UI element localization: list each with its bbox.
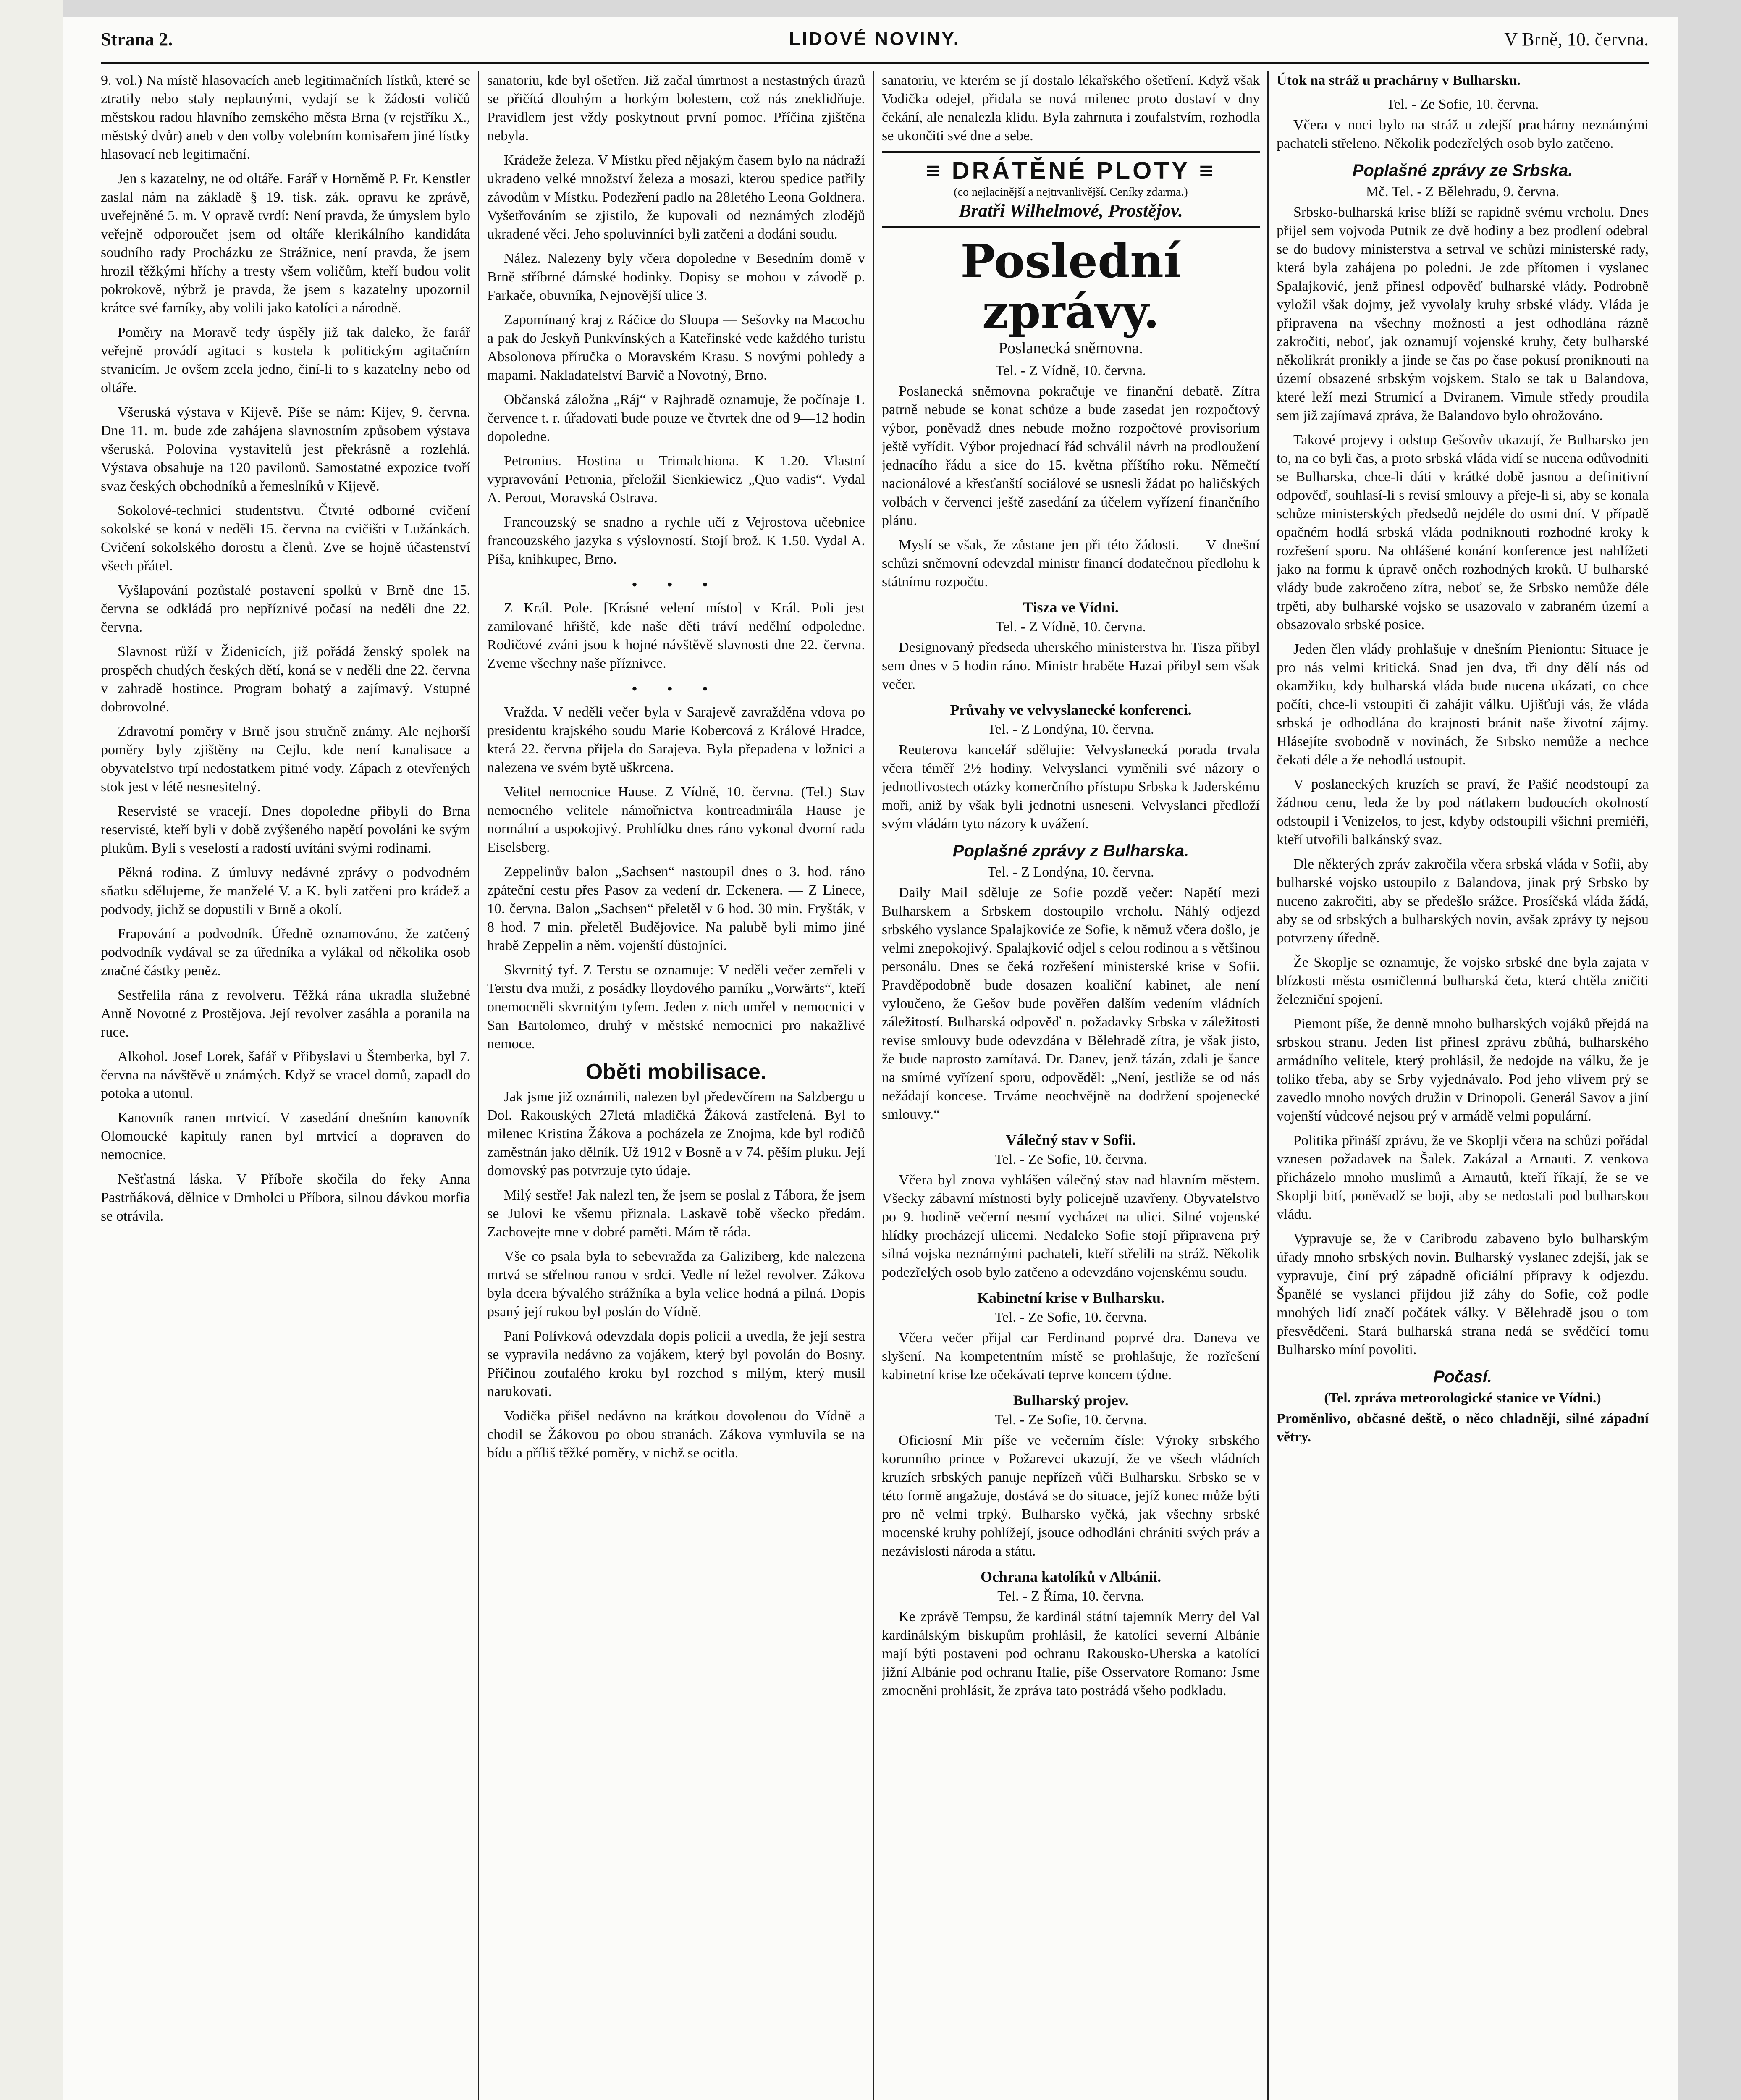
article-heading: Kabinetní krise v Bulharsku. <box>977 1289 1165 1306</box>
article-heading: Průvahy ve velvyslanecké konferenci. <box>950 701 1192 718</box>
article-paragraph: Vypravuje se, že v Caribrodu zabaveno bylo bulharským úřady mnoho srbských novin. Bulharský vyslanec zdejší, jak se vypravuje, činí prý západně oficiální přípravy k odjezdu. Španělé se vyslanci přijdou již záhy do Sofie, což podle mnohých lidí značí počátek války. V Bělehradě jsou o tom přesvědčeni. Stará bulharská strana nedá se svědčící tomu Bulharsko míní povoliti. <box>1277 1231 1649 1357</box>
article-paragraph: Dle některých zpráv zakročila včera srbská vláda v Sofii, aby bulharské vojsko ustoupilo z Balandova, jinak prý Srbsko by nuceno zakročiti, aby se předešlo srážce. Prosíčská vláda žádá, aby se od srbských a bulharských novin, avšak zprávy ty nejsou potvrzeny úředně. <box>1277 856 1649 946</box>
advertisement-box <box>882 151 1260 228</box>
dateline: Tel. - Ze Sofie, 10. června. <box>1386 97 1539 112</box>
column-rule <box>1267 71 1269 2100</box>
article-paragraph: Skvrnitý tyf. Z Terstu se oznamuje: V neděli večer zemřeli v Terstu dva muži, z posádky lloydového parníku „Vorwärts“, kteří onemocněli skvrnitým tyfem. Jeden z nich umřel v nemocnici v San Bartolomeo, druhý v městské nemocnici pro nakažlivé nemoce. <box>487 962 865 1052</box>
article-heading: Ochrana katolíků v Albánii. <box>980 1568 1162 1585</box>
article-paragraph: Kanovník ranen mrtvicí. V zasedání dnešním kanovník Olomoucké kapituly ranen byl mrtvicí a dopraven do nemocnice. <box>101 1110 470 1163</box>
advertisement-firm: Bratři Wilhelmové, Prostějov. <box>959 200 1183 221</box>
article-paragraph: Jeden člen vlády prohlašuje v dnešním Pieniontu: Situace je pro nás velmi kritická. Snad jen dva, tři dny dělí nás od okamžiku, kdy bulharská vláda bude nucena ukázati, co chce počíti, chce-li vstoupiti či zahájit válku. Ujišťuji vás, že vláda srbská je odhodlána do krajnosti bránit naše životní zájmy. Hlásejíte svobodně v novinách, že Srbsko nemůže a nechce čekati déle a že nehodlá ustoupit. <box>1277 641 1649 768</box>
article-heading: Tisza ve Vídni. <box>1023 599 1119 616</box>
article-paragraph: Designovaný předseda uherského ministerstva hr. Tisza přibyl sem dnes v 5 hodin ráno. Ministr hraběte Hazai přibyl sem však večer. <box>882 640 1260 692</box>
dateline: Mč. Tel. - Z Bělehradu, 9. června. <box>1366 184 1560 200</box>
article-heading: Bulharský projev. <box>1013 1392 1129 1409</box>
article-paragraph: Jak jsme již oznámili, nalezen byl předevčírem na Salzbergu u Dol. Rakouských 27letá mladičká Žáková zastřelená. Byl to milenec Kristina Žákova a pocházela ze Znojma, kde byl rodičů zaměstnán jako dělník. Už 1912 v Bosně a v 74. pěším pluku. Její domovský pas potvrzuje tyto údaje. <box>487 1089 865 1179</box>
article-paragraph: Včera byl znova vyhlášen válečný stav nad hlavním městem. Všecky zábavní místnosti byly policejně uzavřeny. Obyvatelstvo po 9. hodině večerní nesmí vycházet na ulici. Silné vojenské hlídky procházejí ulicemi. Nedaleko Sofie stojí připravena prý silná vojska neznámými pachateli, kteří střelili na stráž. Několik podezřelých osob bylo zatčeno a odevzdáno vojenskému soudu. <box>882 1172 1260 1280</box>
weather-forecast: Proměnlivo, občasné deště, o něco chladněji, silné západní větry. <box>1277 1411 1649 1445</box>
article-paragraph: Piemont píše, že denně mnoho bulharských vojáků přejdá na srbskou stranu. Jeden list přinesl zprávu zbůhá, bulharského armádního velitele, který prohlásil, že nedojde na válku, že je toliko třeba, aby se Srby vyjednávalo. Pod jeho vlivem prý se zavedlo mnoho nových družin v Drinopoli. Generál Savov a jiní vojenští vůdcové nejsou prý v armádě velmi populární. <box>1277 1016 1649 1124</box>
scan-margin <box>0 0 63 2100</box>
advertisement-title: ≡ DRÁTĚNÉ PLOTY ≡ <box>926 157 1216 184</box>
article-paragraph: Nešťastná láska. V Příboře skočila do řeky Anna Pastrňáková, dělnice v Drnholci u Příbora, silnou dávkou morfia se otrávila. <box>101 1171 470 1224</box>
article-paragraph: Alkohol. Josef Lorek, šafář v Přibyslavi u Šternberka, byl 7. června na návštěvě u známých. Když se vracel domů, zapadl do potoka a utonul. <box>101 1049 470 1101</box>
article-paragraph: Reuterova kancelář sdělujie: Velvyslanecká porada trvala včera téměř 2½ hodiny. Velvyslanci vyměnili své názory o jednotlivostech otázky komerčního přístupu Srbska k Jaderskému moři, aniž by však byli jednotni usneseni. Velvyslanci předloží svým vládám tyto názory k uvážení. <box>882 742 1260 832</box>
article-paragraph: Že Skoplje se oznamuje, že vojsko srbské dne byla zajata v blízkosti města osmičlenná bulharská četa, která chtěla zničiti železniční spojení. <box>1277 955 1649 1007</box>
section-title: Poslední zprávy. <box>960 234 1181 339</box>
dateline: Tel. - Ze Sofie, 10. června. <box>994 1310 1147 1325</box>
page-label: Strana 2. <box>101 29 173 50</box>
article-paragraph: Poměry na Moravě tedy úspěly již tak daleko, že farář veřejně provádí agitaci s kostela k politickým agitačním stvanicím. Je ovšem zcela jedno, činí-li to s kazatelny nebo od oltáře. <box>101 325 470 396</box>
article-paragraph: Vražda. V neděli večer byla v Sarajevě zavražděna vdova po presidentu krajského soudu Marie Kobercová z Králové Hradce, která 22. června přijela do Sarajeva. Byla přepadena v ložnici a nalezena ve svém bytě uškrcena. <box>487 704 865 775</box>
article-paragraph: Sokolové-technici studentstvu. Čtvrté odborné cvičení sokolské se koná v neděli 15. června na cvičišti v Lužánkách. Cvičení sokolského dorostu a členů. Zve se hojně účastenství všech přátel. <box>101 503 470 574</box>
newspaper-page <box>63 17 1678 2100</box>
article-paragraph: Včera v noci bylo na stráž u zdejší prachárny neznámými pachateli střeleno. Několik podezřelých osob bylo zatčeno. <box>1277 117 1649 151</box>
article-heading: Poplašné zprávy z Bulharska. <box>952 842 1189 860</box>
article-paragraph: Poslanecká sněmovna pokračuje ve finanční debatě. Zítra patrně nebude se konat schůze a bude zasedat jen rozpočtový výbor, poněvadž dnes nebude možno rozpočtové provisorium ještě vyřídit. Výbor projednací řád schválil návrh na prodloužení jednacího řádu a sice do 15. května příštího roku. Němečtí nacionálové a křesťanští sociálové se usnesli žádat po haličských volbách v červenci ještě zasedání za účelem vyřízení finančního plánu. <box>882 383 1260 528</box>
column-3 <box>882 71 1260 2100</box>
article-paragraph: Politika přináší zprávu, že ve Skoplji včera na schůzi pořádal vznesen požadavek na Šalek. Zakázal a Arnauti. Z venkova přicházelo mnoho muslimů a Arnautů, kteří říkají, že se ve Skoplji bití, poněvadž se boji, aby se nedostali pod bulharskou vládu. <box>1277 1133 1649 1222</box>
section-separator: • • • <box>631 575 721 594</box>
dateline: Tel. - Ze Sofie, 10. června. <box>994 1412 1147 1428</box>
newspaper-title: LIDOVÉ NOVINY. <box>789 29 961 49</box>
article-paragraph: Zapomínaný kraj z Ráčice do Sloupa — Sešovky na Macochu a pak do Jeskyň Punkvínských a Kateřinské vede každého turistu Absolonova příručka o Moravském Krasu. S novými pohledy a mapami. Nakladatelství Barvič a Novotný, Brno. <box>487 312 865 383</box>
article-paragraph: Krádeže železa. V Místku před nějakým časem bylo na nádraží ukradeno velké množství železa a mosazi, kterou spedice patřily závodům v Místku. Podezření padlo na 28letého Leona Goldnera. Vyšetřováním se zjistilo, že kupovali od neznámých zlodějů ukradené věci. Jeho spoluvinníci byli zatčeni a dodáni soudu. <box>487 152 865 242</box>
article-paragraph: Petronius. Hostina u Trimalchiona. K 1.20. Vlastní vypravování Petronia, přeložil Sienkiewicz „Quo vadis“. Vydal A. Perout, Moravská Ostrava. <box>487 453 865 506</box>
article-paragraph: Z Král. Pole. [Krásné velení místo] v Král. Poli jest zamilované hřiště, kde naše děti tráví nedělní odpoledne. Rodičové zváni jsou k hojné návštěvě slavnosti dne 22. června. Zveme všechny naše příznivce. <box>487 600 865 671</box>
article-heading: Válečný stav v Sofii. <box>1006 1131 1136 1148</box>
article-paragraph: V poslaneckých kruzích se praví, že Pašić neodstoupí za žádnou cenu, leda že by pod nátlakem budoucích okolností odstoupil i Venizelos, to jest, kdyby odstoupili všichni premiéři, kteří utvořili balkánský svaz. <box>1277 777 1649 848</box>
article-paragraph: Velitel nemocnice Hause. Z Vídně, 10. června. (Tel.) Stav nemocného velitele námořnictva kontreadmirála Hause je normální a uspokojivý. Prohlídku dnes ráno vykonal dvorní rada Eiselsberg. <box>487 784 865 855</box>
weather-source: (Tel. zpráva meteorologické stanice ve Vídni.) <box>1324 1390 1601 1406</box>
article-paragraph: Myslí se však, že zůstane jen při této žádosti. — V dnešní schůzi sněmovní odevzdal ministr financí dodatečnou předlohu k státnímu rozpočtu. <box>882 537 1260 590</box>
article-paragraph: Srbsko-bulharská krise blíží se rapidně svému vrcholu. Dnes přijel sem vojvoda Putnik ze dvě hodiny a bez prodlení odebral se do budovy ministerstva a setrval ve schůzi ministerské rady, která byla zahájena po poledni. Je zde přítomen i vyslanec Spalajković, jenž přinesl odpověď bulharské vlády. Podrobně vyložil však dojmy, jež vyvolaly kruhy srbské vlády. Vláda je připravena na všechny možnosti a jest odhodlána rázně zakročiti, neboť, jak oznamují vojenské kruhy, čety bulharské několikrát pronikly a jinde se čas po čase pokusí proniknouti na území obsazené srbským vojskem. Stalo se tak u Balandova, které leží mezi Strumicí a Dviranem. Vimule středy proudila sem již zajímavá zpráva, že Balandovo bylo ohrožováno. <box>1277 205 1649 423</box>
dateline: Tel. - Z Vídně, 10. června. <box>995 363 1146 378</box>
column-2 <box>487 71 865 2100</box>
article-paragraph: Frapování a podvodník. Úředně oznamováno, že zatčený podvodník vydával se za úředníka a vylákal od několika osob značné částky peněz. <box>101 926 470 979</box>
article-paragraph: Pěkná rodina. Z úmluvy nedávné zprávy o podvodném sňatku sdělujeme, že manželé V. a K. byli zatčeni pro krádež a podvody, jichž se dopustili v Brně a okolí. <box>101 865 470 917</box>
article-paragraph: Takové projevy i odstup Gešovův ukazují, že Bulharsko jen to, na co byli čas, a proto srbská vláda vidí se nucena odůvodniti se Bulharska, chce-li dáti v krátké době jasnou a definitivní odpověď, souhlasí-li s revisí smlouvy a přeje-li si, aby se konala schůze ministerských předsedů nejdéle do osmi dní. V případě opačném hodlá srbská vláda podniknouti rozhodné kroky k rozřešení sporu. Na ohlášené konání konference jest nahlížeti jako na formu k úpravě oněch rozhodných kroků. U bulharské vlády bude zakročeno zítra, neboť se, že Srbsko nemůže déle trpěti, aby bulharské vojsko se usazovalo v zabraném území a obsazovalo srbské posice. <box>1277 432 1649 633</box>
article-paragraph: Oficiosní Mir píše ve večerním čísle: Výroky srbského korunního prince v Požarevci ukazují, že ve všech vládních kruzích srbských panuje nepřízeň vůči Bulharsku. Srbsko se v této formě angažuje, dostává se do situace, jejíž konec může býti pro ně velmi trpký. Bulharsko vyčká, jak všechny srbské mocenské kruhy pohlížejí, jsouce odhodláni chrániti svých práv a nezávislosti národa a státu. <box>882 1433 1260 1559</box>
article-paragraph: Zdravotní poměry v Brně jsou stručně známy. Ale nejhorší poměry byly zjištěny na Cejlu, kde není kanalisace a obyvatelstvo trpí nedostatkem pitné vody. Zápach z otevřených stok jest v létě nesnesitelný. <box>101 724 470 795</box>
article-paragraph: Jen s kazatelny, ne od oltáře. Farář v Horněmě P. Fr. Kenstler zaslal nám na základě § 19. tisk. zák. opravu ke zprávě, uveřejněné 5. m. V opravě tvrdí: Není pravda, že úmyslem bylo veřejně odporoučet jsem od oltáře klerikálního kandidáta soudního rady Procházku ze Strážnice, není pravda, že jsem hrozil těžkými hříchy a tresty všem voličům, kteří budou volit pokrokově, nýbrž je pravda, že jsem s kazatelny upozornil krátce své farníky, aby volili jako katolíci a národně. <box>101 171 470 316</box>
article-heading: Poplašné zprávy ze Srbska. <box>1352 161 1573 180</box>
article-paragraph: Reservisté se vracejí. Dnes dopoledne přibyli do Brna reservisté, kteří byli v době zvýšeného napětí povoláni ke svým plukům. Byli s veselostí a radostí uvítáni svými rodinami. <box>101 803 470 856</box>
article-paragraph: Sestřelila rána z revolveru. Těžká rána ukradla služebné Anně Novotné z Prostějova. Její revolver zasáhla a poranila na ruce. <box>101 987 470 1040</box>
article-paragraph: Včera večer přijal car Ferdinand poprvé dra. Daneva ve slyšení. Na kompetentním místě se prohlašuje, že rozřešení kabinetní krise lze očekávati teprve koncem týdne. <box>882 1330 1260 1383</box>
dateline: Tel. - Z Londýna, 10. června. <box>987 864 1154 880</box>
article-paragraph: Francouzský se snadno a rychle učí z Vejrostova učebnice francouzského jazyka s výslovností. Stojí brož. K 1.50. Vydal A. Píša, knihkupec, Brno. <box>487 514 865 567</box>
article-paragraph: Občanská záložna „Ráj“ v Rajhradě oznamuje, že počínaje 1. července t. r. úřadovati bude pouze ve čtvrtek dne od 9—12 hodin dopoledne. <box>487 392 865 444</box>
dateline: Tel. - Z Říma, 10. června. <box>997 1588 1144 1604</box>
article-paragraph: Vodička přišel nedávno na krátkou dovolenou do Vídně a chodil se Žákovou po obou stranách. Zákova vymluvila se na bídu a příliš těžké poměry, v nichž se ocitla. <box>487 1408 865 1461</box>
article-paragraph: Slavnost růží v Židenicích, již pořádá ženský spolek na prospěch chudých českých dětí, koná se v neděli dne 22. června v zahradě hostince. Program bohatý a zajímavý. Vstupné dobrovolné. <box>101 644 470 715</box>
dateline: Tel. - Z Londýna, 10. června. <box>987 722 1154 737</box>
date-place: V Brně, 10. června. <box>1504 29 1649 50</box>
article-paragraph: Zeppelinův balon „Sachsen“ nastoupil dnes o 3. hod. ráno zpáteční cestu přes Pasov za vedení dr. Eckenera. — Z Linece, 10. června. Balon „Sachsen“ přeletěl v 6 hod. 30 min. Fryšták, v 8 hod. 7 min. přeletěl Budějovice. Na palubě byli mimo jiné hrabě Zeppelin a něm. vojenští důstojníci. <box>487 864 865 953</box>
masthead-rule <box>101 62 1649 64</box>
article-paragraph: Nález. Nalezeny byly včera dopoledne v Besedním domě v Brně stříbrné dámské hodinky. Dopisy se mohou v závodě p. Farkače, obuvníka, Nejnovější ulice 3. <box>487 251 865 303</box>
article-paragraph: Vše co psala byla to sebevražda za Galiziberg, kde nalezena mrtvá se střelnou ranou v srdci. Vedle ní ležel revolver. Zákova byla dcera bývalého strážníka a byla velice hodná a pilná. Dopis psaný její rukou byl poslán do Vídně. <box>487 1249 865 1320</box>
advertisement-text: (co nejlacinější a nejtrvanlivější. Ceníky zdarma.) <box>954 186 1188 199</box>
article-paragraph: Ke zprávě Tempsu, že kardinál státní tajemník Merry del Val kardinálským biskupům prohlásil, že katolíci severní Albánie mají býti postaveni pod ochranu Rakousko-Uherska a katolíci jižní Albánie pod ochranu Italie, píše Osservatore Romano: Jsme zmocněni prohlásit, že zpráva tato postrádá všeho podkladu. <box>882 1609 1260 1698</box>
column-rule <box>873 71 874 2100</box>
article-paragraph: Všeruská výstava v Kijevě. Píše se nám: Kijev, 9. června. Dne 11. m. bude zde zahájena slavnostním způsobem výstava všeruská. Polovina vystavitelů jest překrásně a rozlehlá. Výstava obsahuje na 120 pavilonů. Samostatné expozice tvoří svaz českých obchodníků a řemeslníků v Kijevě. <box>101 404 470 494</box>
article-paragraph: Vyšlapování pozůstalé postavení spolků v Brně dne 15. června se odkládá pro nepříznivé počasí na neděli dne 22. června. <box>101 583 470 635</box>
article-paragraph: sanatoriu, kde byl ošetřen. Již začal úmrtnost a nestastných úrazů se přičítá dlouhým a horkým bolestem, což nás zneklidňuje. Pravidlem jest vždy poskytnout první pomoc. Příčina zjištěna nebyla. <box>487 73 865 144</box>
article-heading: Útok na stráž u prachárny v Bulharsku. <box>1277 73 1521 88</box>
dateline: Tel. - Ze Sofie, 10. června. <box>994 1152 1147 1167</box>
article-heading: Počasí. <box>1433 1368 1492 1386</box>
article-paragraph: Milý sestře! Jak nalezl ten, že jsem se poslal z Tábora, že jsem se Julovi ke všemu přiznala. Laskavě tobě všecko předám. Zachovejte mne v dobré paměti. Mám tě ráda. <box>487 1187 865 1240</box>
dateline: Tel. - Z Vídně, 10. června. <box>995 619 1146 635</box>
column-rule <box>478 71 479 2100</box>
masthead <box>101 29 1649 62</box>
section-heading: Oběti mobilisace. <box>585 1060 767 1084</box>
article-paragraph: 9. vol.) Na místě hlasovacích aneb legitimačních lístků, které se ztratily nebo staly neplatnými, vydají se k žádosti voličů městskou radou hlavního zemského města Brna (v rejstříku X., městský dvůr) aneb v den volby volebním komisařem jiné lístky hlasovací neb legitimační. <box>101 73 470 162</box>
article-paragraph: Daily Mail sděluje ze Sofie pozdě večer: Napětí mezi Bulharskem a Srbskem dostoupilo vrcholu. Náhlý odjezd srbského vyslance Spalajkoviće ze Sofie, k němuž včera došlo, je velmi znepokojivý. Spalajković odjel s celou rodinou a s většinou personálu. Dnes se čeká rozřešení ministerské krise v Sofii. Pravděpodobně bude dosazen koaliční kabinet, ale není vyloučeno, že Gešov bude pověřen dalším vedením vládních záležitostí. Bulharská odpověď n. požadavky Srbska v záležitosti revise smlouvy bude odevzdána v Bělehradě zítra, je však jisto, že bude naprosto zamítavá. Dr. Danev, jenž tázán, zdali je šance na smírné vyřízení sporu, odpověděl: „Není, jestliže se od nás nežádají koncese. Trváme neochvějně na dodržení spojenecké smlouvy.“ <box>882 885 1260 1122</box>
article-paragraph: sanatoriu, ve kterém se jí dostalo lékařského ošetření. Když však Vodička odejel, přidala se nová milenec proto dostaví v dny čekání, ale nenalezla klidu. Byla zahrnuta i zoufalstvím, rozhodla se ukončiti své dne a sebe. <box>882 73 1260 144</box>
article-paragraph: Paní Polívková odevzdala dopis policii a uvedla, že její sestra se vypravila nedávno za vojákem, který byl povolán do Bosny. Příčinou zoufalého kroku byl rozchod s milým, který musil narukovati. <box>487 1328 865 1399</box>
article-heading: Poslanecká sněmovna. <box>998 339 1143 357</box>
column-1 <box>101 71 470 2100</box>
column-4 <box>1277 71 1649 2100</box>
section-separator: • • • <box>631 679 721 698</box>
